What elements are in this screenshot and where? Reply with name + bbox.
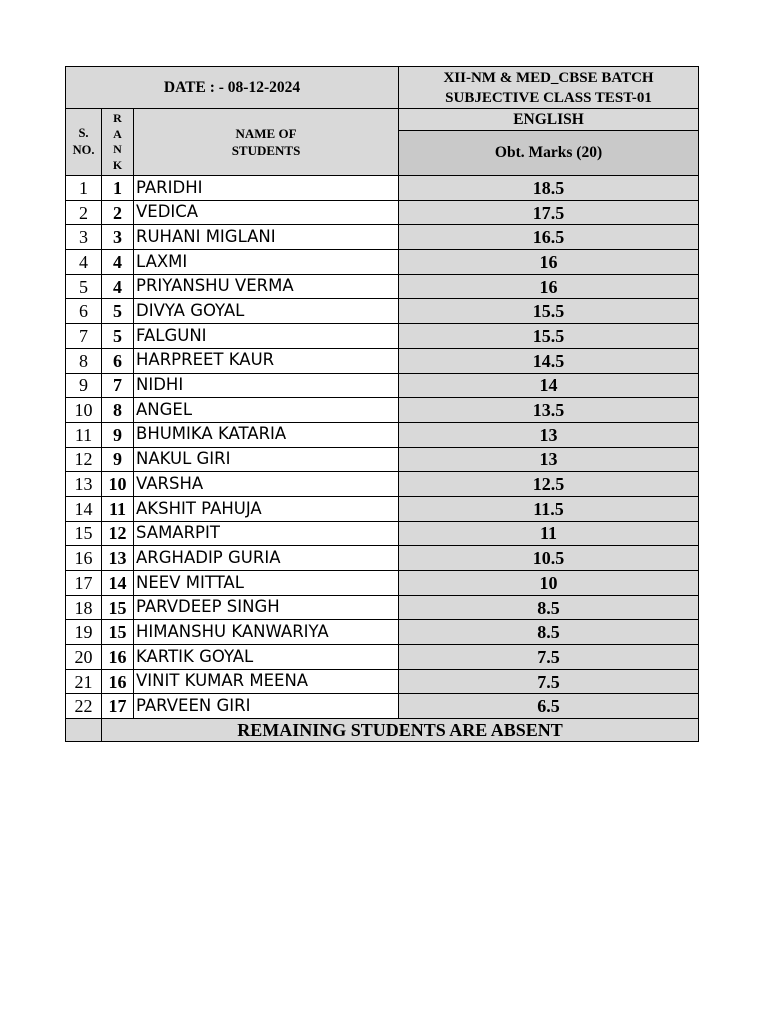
student-name-cell: VEDICA (134, 200, 399, 225)
rank-cell: 5 (102, 299, 134, 324)
rank-cell: 10 (102, 472, 134, 497)
marks-cell: 16 (399, 250, 699, 275)
student-name-cell: VINIT KUMAR MEENA (134, 669, 399, 694)
marks-column-header: Obt. Marks (20) (399, 131, 699, 176)
serial-number-cell: 4 (66, 250, 102, 275)
marks-cell: 11.5 (399, 496, 699, 521)
serial-number-cell: 17 (66, 571, 102, 596)
batch-title (399, 67, 699, 109)
sno-column-header (66, 109, 102, 176)
serial-number-cell: 19 (66, 620, 102, 645)
rank-header-letter: K (112, 157, 123, 172)
student-name-cell: FALGUNI (134, 324, 399, 349)
student-name-cell: NIDHI (134, 373, 399, 398)
serial-number-cell: 2 (66, 200, 102, 225)
marks-cell: 10.5 (399, 546, 699, 571)
student-row (66, 645, 699, 670)
marks-cell: 15.5 (399, 324, 699, 349)
student-row (66, 348, 699, 373)
student-name-cell: BHUMIKA KATARIA (134, 422, 399, 447)
student-name-cell: PARVEEN GIRI (134, 694, 399, 719)
rank-cell: 15 (102, 620, 134, 645)
sno-header-line1: S. (78, 126, 89, 140)
serial-number-cell: 5 (66, 274, 102, 299)
student-row (66, 324, 699, 349)
student-row (66, 373, 699, 398)
rank-cell: 3 (102, 225, 134, 250)
header-row-title (66, 67, 699, 109)
rank-cell: 6 (102, 348, 134, 373)
results-table (65, 66, 699, 742)
serial-number-cell: 10 (66, 398, 102, 423)
serial-number-cell: 13 (66, 472, 102, 497)
student-row (66, 225, 699, 250)
serial-number-cell: 7 (66, 324, 102, 349)
name-column-header (134, 109, 399, 176)
student-row (66, 447, 699, 472)
marks-cell: 13.5 (399, 398, 699, 423)
student-row (66, 669, 699, 694)
student-name-cell: NAKUL GIRI (134, 447, 399, 472)
serial-number-cell: 20 (66, 645, 102, 670)
marks-cell: 10 (399, 571, 699, 596)
student-name-cell: RUHANI MIGLANI (134, 225, 399, 250)
subject-header: ENGLISH (399, 109, 699, 131)
student-name-cell: PRIYANSHU VERMA (134, 274, 399, 299)
serial-number-cell: 9 (66, 373, 102, 398)
student-row (66, 250, 699, 275)
student-row (66, 546, 699, 571)
student-name-cell: DIVYA GOYAL (134, 299, 399, 324)
footer-row (66, 719, 699, 742)
serial-number-cell: 3 (66, 225, 102, 250)
rank-cell: 4 (102, 250, 134, 275)
student-name-cell: SAMARPIT (134, 521, 399, 546)
student-row (66, 694, 699, 719)
marks-cell: 7.5 (399, 645, 699, 670)
student-row (66, 200, 699, 225)
student-name-cell: LAXMI (134, 250, 399, 275)
rank-cell: 4 (102, 274, 134, 299)
rank-cell: 12 (102, 521, 134, 546)
marks-cell: 14 (399, 373, 699, 398)
batch-title-line1: XII-NM & MED_CBSE BATCH (443, 69, 654, 86)
student-row (66, 299, 699, 324)
serial-number-cell: 18 (66, 595, 102, 620)
rank-cell: 8 (102, 398, 134, 423)
student-row (66, 496, 699, 521)
rank-cell: 2 (102, 200, 134, 225)
serial-number-cell: 21 (66, 669, 102, 694)
serial-number-cell: 22 (66, 694, 102, 719)
rank-cell: 9 (102, 447, 134, 472)
student-name-cell: KARTIK GOYAL (134, 645, 399, 670)
rank-cell: 1 (102, 176, 134, 201)
serial-number-cell: 14 (66, 496, 102, 521)
serial-number-cell: 8 (66, 348, 102, 373)
student-name-cell: ANGEL (134, 398, 399, 423)
marks-cell: 14.5 (399, 348, 699, 373)
marks-cell: 12.5 (399, 472, 699, 497)
marks-cell: 16 (399, 274, 699, 299)
serial-number-cell: 12 (66, 447, 102, 472)
marks-cell: 6.5 (399, 694, 699, 719)
rank-cell: 13 (102, 546, 134, 571)
student-row (66, 521, 699, 546)
rank-cell: 5 (102, 324, 134, 349)
student-name-cell: ARGHADIP GURIA (134, 546, 399, 571)
student-row (66, 620, 699, 645)
header-row-subject (66, 109, 699, 131)
serial-number-cell: 6 (66, 299, 102, 324)
marks-cell: 17.5 (399, 200, 699, 225)
student-name-cell: AKSHIT PAHUJA (134, 496, 399, 521)
student-row (66, 398, 699, 423)
student-rows (66, 176, 699, 719)
rank-header-letter: A (113, 126, 122, 141)
student-row (66, 274, 699, 299)
absent-note: REMAINING STUDENTS ARE ABSENT (102, 719, 699, 742)
student-row (66, 595, 699, 620)
rank-cell: 15 (102, 595, 134, 620)
rank-cell: 17 (102, 694, 134, 719)
rank-column-header (102, 109, 134, 176)
student-name-cell: HIMANSHU KANWARIYA (134, 620, 399, 645)
student-name-cell: HARPREET KAUR (134, 348, 399, 373)
serial-number-cell: 16 (66, 546, 102, 571)
results-table-footer (66, 719, 699, 742)
sno-header-line2: NO. (72, 143, 95, 157)
student-row (66, 422, 699, 447)
marks-cell: 16.5 (399, 225, 699, 250)
footer-blank-cell (66, 719, 102, 742)
name-header-line2: STUDENTS (231, 143, 301, 158)
student-name-cell: VARSHA (134, 472, 399, 497)
serial-number-cell: 15 (66, 521, 102, 546)
marks-cell: 18.5 (399, 176, 699, 201)
student-name-cell: NEEV MITTAL (134, 571, 399, 596)
rank-cell: 16 (102, 669, 134, 694)
marks-cell: 13 (399, 422, 699, 447)
test-date: DATE : - 08-12-2024 (66, 67, 399, 109)
results-table-body (66, 67, 699, 176)
serial-number-cell: 11 (66, 422, 102, 447)
marks-cell: 8.5 (399, 595, 699, 620)
student-row (66, 571, 699, 596)
marks-cell: 15.5 (399, 299, 699, 324)
student-name-cell: PARVDEEP SINGH (134, 595, 399, 620)
rank-cell: 9 (102, 422, 134, 447)
marks-cell: 11 (399, 521, 699, 546)
student-name-cell: PARIDHI (134, 176, 399, 201)
batch-title-line2: SUBJECTIVE CLASS TEST-01 (445, 89, 652, 106)
serial-number-cell: 1 (66, 176, 102, 201)
student-row (66, 472, 699, 497)
rank-cell: 7 (102, 373, 134, 398)
rank-cell: 16 (102, 645, 134, 670)
rank-header-letter: N (113, 142, 122, 156)
marks-cell: 8.5 (399, 620, 699, 645)
name-header-line1: NAME OF (235, 126, 297, 141)
rank-cell: 14 (102, 571, 134, 596)
marks-cell: 7.5 (399, 669, 699, 694)
rank-cell: 11 (102, 496, 134, 521)
marks-cell: 13 (399, 447, 699, 472)
student-row (66, 176, 699, 201)
rank-header-letter: R (113, 111, 122, 125)
